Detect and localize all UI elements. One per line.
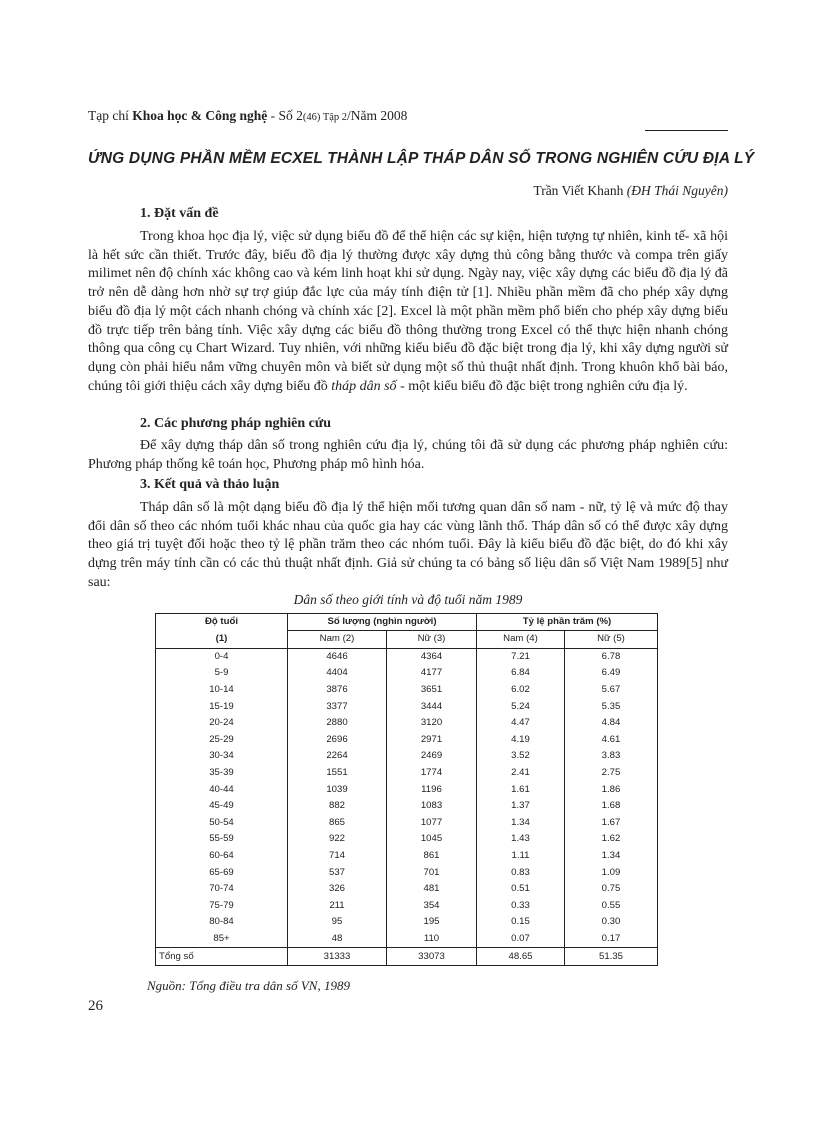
male-percent-cell: 1.61 [477,781,565,798]
female-count-cell: 4177 [387,665,477,682]
table-row [156,765,658,782]
female-percent-cell: 1.86 [565,781,658,798]
age-group-cell: 85+ [156,931,288,948]
male-count-cell: 3876 [288,682,387,699]
count-header: Số lượng (nghìn người) [288,614,477,631]
male-percent-cell: 3.52 [477,748,565,765]
age-group-cell: 80-84 [156,914,288,931]
section-3-paragraph: Tháp dân số là một dạng biểu đồ địa lý thể hiện mối tương quan dân số nam - nữ, tỷ lệ và mức độ thay đổi dân số theo các nhóm tuổi khác nhau của quốc gia hay các vùng lãnh thổ. Tháp dân số có thể được xây dựng theo giá trị tuyệt đối hoặc theo tỷ lệ phần trăm theo các nhóm tuổi. Đây là kiểu biểu đồ đặc biệt, do đó khi xây dựng trên máy tính cần có các thủ thuật nhất định. Giả sử chúng ta có bảng số liệu dân số Việt Nam 1989[5] như sau: [88,500,728,590]
age-group-cell: 60-64 [156,848,288,865]
male-count-cell: 211 [288,898,387,915]
page-number: 26 [88,998,103,1014]
female-count-cell: 1077 [387,815,477,832]
issue-volume: (46) Tập 2 [302,112,348,123]
female-percent-cell: 0.30 [565,914,658,931]
male-percent-cell: 0.15 [477,914,565,931]
female-percent-cell: 0.55 [565,898,658,915]
issue-year: /Năm 2008 [347,108,408,123]
female-percent-cell: 1.34 [565,848,658,865]
table-row [156,914,658,931]
age-header-number: (1) [156,631,288,649]
table-row [156,815,658,832]
age-group-cell: 75-79 [156,898,288,915]
total-female-count: 33073 [387,948,477,966]
female-percent-cell: 0.75 [565,881,658,898]
female-count-cell: 861 [387,848,477,865]
male-count-cell: 1039 [288,781,387,798]
table-caption: Dân số theo giới tính và độ tuổi năm 1989 [293,592,523,607]
male-count-cell: 2264 [288,748,387,765]
table-source: Nguồn: Tổng điều tra dân số VN, 1989 [147,978,350,993]
male-count-cell: 95 [288,914,387,931]
male-count-cell: 714 [288,848,387,865]
female-percent-cell: 4.84 [565,715,658,732]
female-count-cell: 3444 [387,698,477,715]
female-percent-cell: 3.83 [565,748,658,765]
total-male-count: 31333 [288,948,387,966]
male-percent-cell: 6.84 [477,665,565,682]
table-row [156,698,658,715]
age-group-cell: 25-29 [156,732,288,749]
population-table [155,613,658,966]
table-row [156,682,658,699]
male-count-cell: 3377 [288,698,387,715]
journal-header [88,108,407,124]
female-count-cell: 1083 [387,798,477,815]
author-line [533,183,728,199]
male-percent-cell: 6.02 [477,682,565,699]
table-body [156,648,658,948]
female-percent-cell: 1.09 [565,864,658,881]
age-group-cell: 55-59 [156,831,288,848]
female-count-cell: 2971 [387,732,477,749]
female-percent-cell: 1.67 [565,815,658,832]
male-count-cell: 922 [288,831,387,848]
sub-header-female-count: Nữ (3) [387,631,477,649]
female-percent-cell: 5.67 [565,682,658,699]
table-row [156,848,658,865]
female-percent-cell: 6.49 [565,665,658,682]
age-group-cell: 40-44 [156,781,288,798]
table-row [156,748,658,765]
age-group-cell: 70-74 [156,881,288,898]
female-count-cell: 1774 [387,765,477,782]
male-percent-cell: 0.07 [477,931,565,948]
sub-header-female-percent: Nữ (5) [565,631,658,649]
female-percent-cell: 1.62 [565,831,658,848]
female-count-cell: 110 [387,931,477,948]
female-count-cell: 354 [387,898,477,915]
male-count-cell: 4404 [288,665,387,682]
age-group-cell: 20-24 [156,715,288,732]
total-female-percent: 51.35 [565,948,658,966]
sub-header-male-count: Nam (2) [288,631,387,649]
male-percent-cell: 0.51 [477,881,565,898]
male-count-cell: 865 [288,815,387,832]
female-percent-cell: 6.78 [565,648,658,665]
issue-number: - Số 2 [267,108,303,123]
male-percent-cell: 0.33 [477,898,565,915]
male-count-cell: 537 [288,864,387,881]
female-count-cell: 1045 [387,831,477,848]
table-row [156,831,658,848]
male-percent-cell: 0.83 [477,864,565,881]
male-percent-cell: 1.43 [477,831,565,848]
author-affiliation: (ĐH Thái Nguyên) [626,183,728,198]
female-count-cell: 3651 [387,682,477,699]
table-total-row [156,948,658,966]
female-percent-cell: 0.17 [565,931,658,948]
female-percent-cell: 4.61 [565,732,658,749]
total-male-percent: 48.65 [477,948,565,966]
male-count-cell: 48 [288,931,387,948]
female-count-cell: 4364 [387,648,477,665]
total-label: Tổng số [156,948,288,966]
section-heading-3: 3. Kết quả và thảo luận [140,477,280,492]
male-percent-cell: 4.19 [477,732,565,749]
male-percent-cell: 7.21 [477,648,565,665]
table-row [156,931,658,948]
female-count-cell: 195 [387,914,477,931]
section-1-paragraph: Trong khoa học địa lý, việc sử dụng biểu đồ để thể hiện các sự kiện, hiện tượng tự nhiên, kinh tế- xã hội là hết sức cần thiết. Trước đây, biểu đồ địa lý thường được xây dựng thủ công bằng thước và compa trên giấy milimet nên độ chính xác không cao và kém linh hoạt khi sử dụng. Ngày nay, việc xây dựng các biểu đồ địa lý đã trở nên dễ dàng hơn nhờ sự trợ giúp đắc lực của máy tính điện tử [1]. Nhiều phần mềm đã cho phép xây dựng biểu đồ địa lý một cách nhanh chóng và chính xác [2]. Excel là một phần mềm phổ biến cho phép xây dựng biểu đồ trực tiếp trên bảng tính. Việc xây dựng các biểu đồ thông thường trong Excel có thể thực hiện nhanh chóng thông qua công cụ Chart Wizard. Tuy nhiên, với những kiểu biểu đồ đặc biệt trong địa lý, khi xây dựng người sử dụng còn phải hiểu nắm vững chuyên môn và biết sử dụng một số thủ thuật nhất định. Trong khuôn khổ bài báo, chúng tôi giới thiệu cách xây dựng biểu đồ tháp dân số - một kiểu biểu đồ đặc biệt trong nghiên cứu địa lý. [88,229,728,394]
male-count-cell: 326 [288,881,387,898]
age-group-cell: 50-54 [156,815,288,832]
table-row [156,665,658,682]
section-heading-1: 1. Đặt vấn đề [140,206,219,221]
age-group-cell: 35-39 [156,765,288,782]
table-row [156,898,658,915]
male-count-cell: 1551 [288,765,387,782]
age-group-cell: 10-14 [156,682,288,699]
male-count-cell: 2696 [288,732,387,749]
male-percent-cell: 1.11 [477,848,565,865]
age-group-cell: 45-49 [156,798,288,815]
table-row [156,715,658,732]
male-percent-cell: 5.24 [477,698,565,715]
journal-prefix: Tạp chí [88,108,133,123]
table-row [156,781,658,798]
male-percent-cell: 1.34 [477,815,565,832]
table-row [156,648,658,665]
section-heading-2: 2. Các phương pháp nghiên cứu [140,416,332,431]
age-header: Độ tuổi [156,614,288,631]
table-row [156,881,658,898]
author-name: Trần Viết Khanh [533,183,627,198]
section-2-paragraph: Để xây dựng tháp dân số trong nghiên cứu địa lý, chúng tôi đã sử dụng các phương pháp nghiên cứu: Phương pháp thống kê toán học, Phương pháp mô hình hóa. [88,438,728,472]
percent-header: Tỷ lệ phần trăm (%) [477,614,658,631]
header-rule [645,130,728,131]
female-percent-cell: 1.68 [565,798,658,815]
sub-header-male-percent: Nam (4) [477,631,565,649]
age-group-cell: 65-69 [156,864,288,881]
male-count-cell: 882 [288,798,387,815]
female-percent-cell: 2.75 [565,765,658,782]
journal-name: Khoa học & Công nghệ [132,108,268,123]
table-row [156,732,658,749]
age-group-cell: 30-34 [156,748,288,765]
emphasis-term: tháp dân số [331,378,397,394]
female-count-cell: 701 [387,864,477,881]
age-group-cell: 5-9 [156,665,288,682]
male-count-cell: 4646 [288,648,387,665]
female-count-cell: 481 [387,881,477,898]
male-percent-cell: 2.41 [477,765,565,782]
table-row [156,864,658,881]
female-percent-cell: 5.35 [565,698,658,715]
male-percent-cell: 1.37 [477,798,565,815]
male-percent-cell: 4.47 [477,715,565,732]
age-group-cell: 0-4 [156,648,288,665]
male-count-cell: 2880 [288,715,387,732]
female-count-cell: 2469 [387,748,477,765]
table-row [156,798,658,815]
female-count-cell: 3120 [387,715,477,732]
female-count-cell: 1196 [387,781,477,798]
age-group-cell: 15-19 [156,698,288,715]
article-title: ỨNG DỤNG PHẦN MỀM ECXEL THÀNH LẬP THÁP DÂN SỐ TRONG NGHIÊN CỨU ĐỊA LÝ [88,150,755,167]
